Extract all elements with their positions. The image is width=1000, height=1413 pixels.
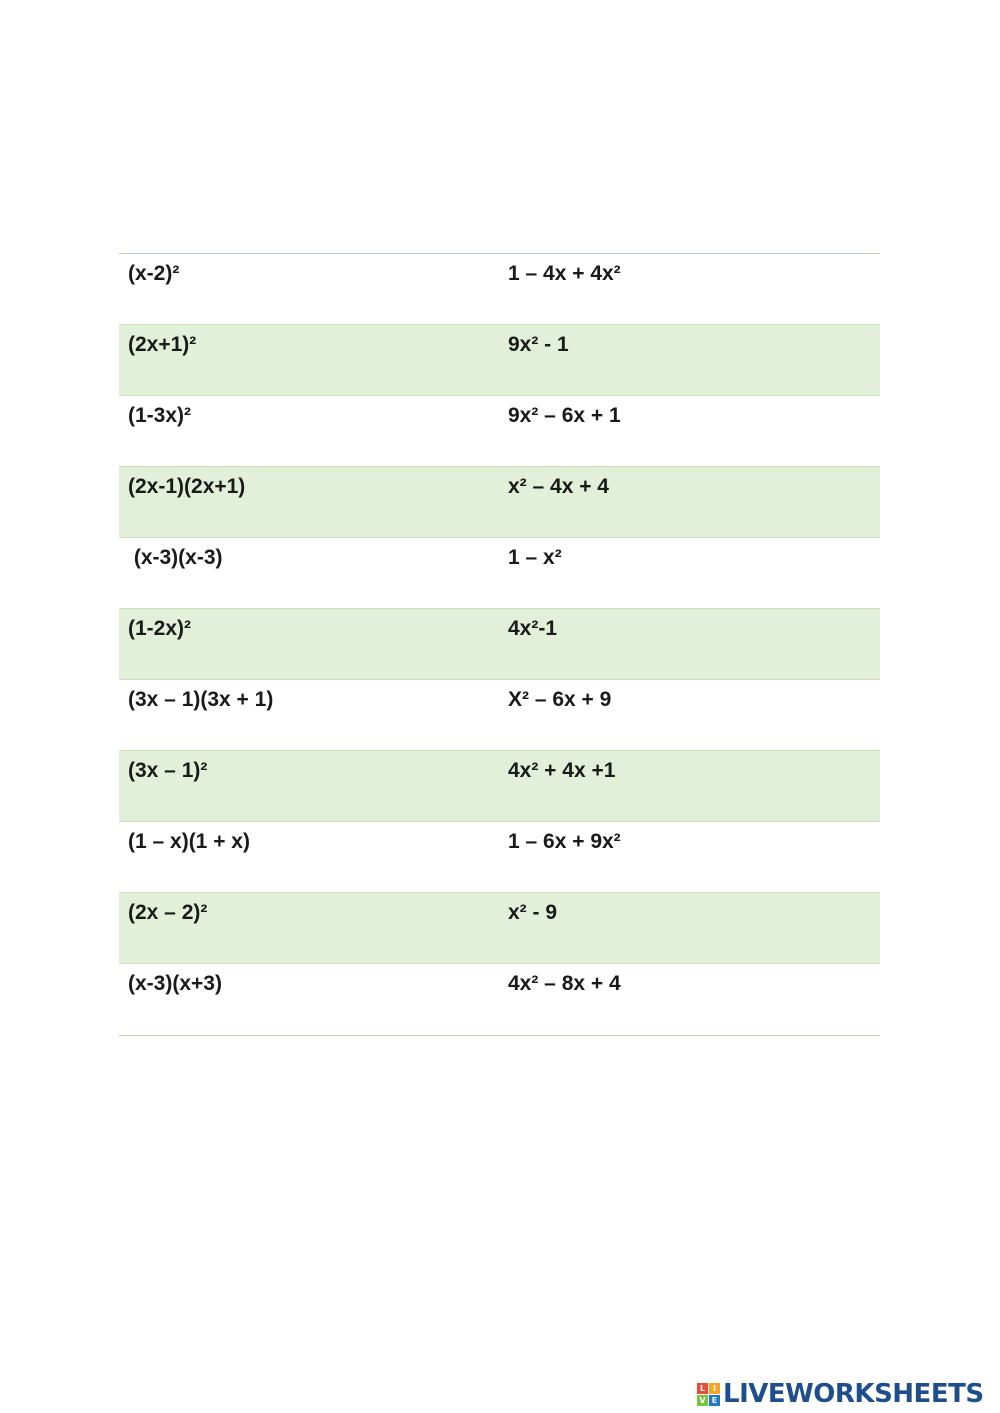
right-expression: X² – 6x + 9 bbox=[508, 688, 612, 711]
table-row bbox=[119, 822, 880, 893]
table-row bbox=[119, 964, 880, 1035]
table-row bbox=[119, 325, 880, 396]
expression-matching-table bbox=[119, 253, 880, 1036]
left-expression: (1-3x)² bbox=[128, 404, 192, 427]
right-expression: x² – 4x + 4 bbox=[508, 475, 609, 498]
left-expression: (x-3)(x+3) bbox=[128, 972, 222, 995]
logo-mark-tile: E bbox=[709, 1395, 720, 1406]
left-expression: (2x+1)² bbox=[128, 333, 197, 356]
liveworksheets-logo bbox=[697, 1378, 984, 1410]
table-row bbox=[119, 254, 880, 325]
table-row bbox=[119, 396, 880, 467]
logo-mark-tile: I bbox=[709, 1383, 720, 1394]
right-expression: 4x² – 8x + 4 bbox=[508, 972, 621, 995]
table-row bbox=[119, 751, 880, 822]
logo-mark-tile: V bbox=[697, 1395, 708, 1406]
left-expression: (2x-1)(2x+1) bbox=[128, 475, 246, 498]
logo-mark-icon bbox=[697, 1383, 720, 1406]
left-expression: (2x – 2)² bbox=[128, 901, 208, 924]
right-expression: 1 – x² bbox=[508, 546, 562, 569]
table-row bbox=[119, 467, 880, 538]
right-expression: x² - 9 bbox=[508, 901, 558, 924]
right-expression: 9x² - 1 bbox=[508, 333, 569, 356]
table-row bbox=[119, 893, 880, 964]
right-expression: 1 – 4x + 4x² bbox=[508, 262, 621, 285]
left-expression: (3x – 1)² bbox=[128, 759, 208, 782]
right-expression: 4x² + 4x +1 bbox=[508, 759, 616, 782]
right-expression: 9x² – 6x + 1 bbox=[508, 404, 621, 427]
right-expression: 1 – 6x + 9x² bbox=[508, 830, 621, 853]
left-expression: (x-2)² bbox=[128, 262, 180, 285]
left-expression: (1 – x)(1 + x) bbox=[128, 830, 250, 853]
logo-mark-tile: L bbox=[697, 1383, 708, 1394]
table-row bbox=[119, 680, 880, 751]
table-row bbox=[119, 538, 880, 609]
table-row bbox=[119, 609, 880, 680]
left-expression: (x-3)(x-3) bbox=[128, 546, 223, 569]
left-expression: (3x – 1)(3x + 1) bbox=[128, 688, 274, 711]
logo-text: LIVEWORKSHEETS bbox=[723, 1379, 984, 1409]
left-expression: (1-2x)² bbox=[128, 617, 192, 640]
right-expression: 4x²-1 bbox=[508, 617, 558, 640]
